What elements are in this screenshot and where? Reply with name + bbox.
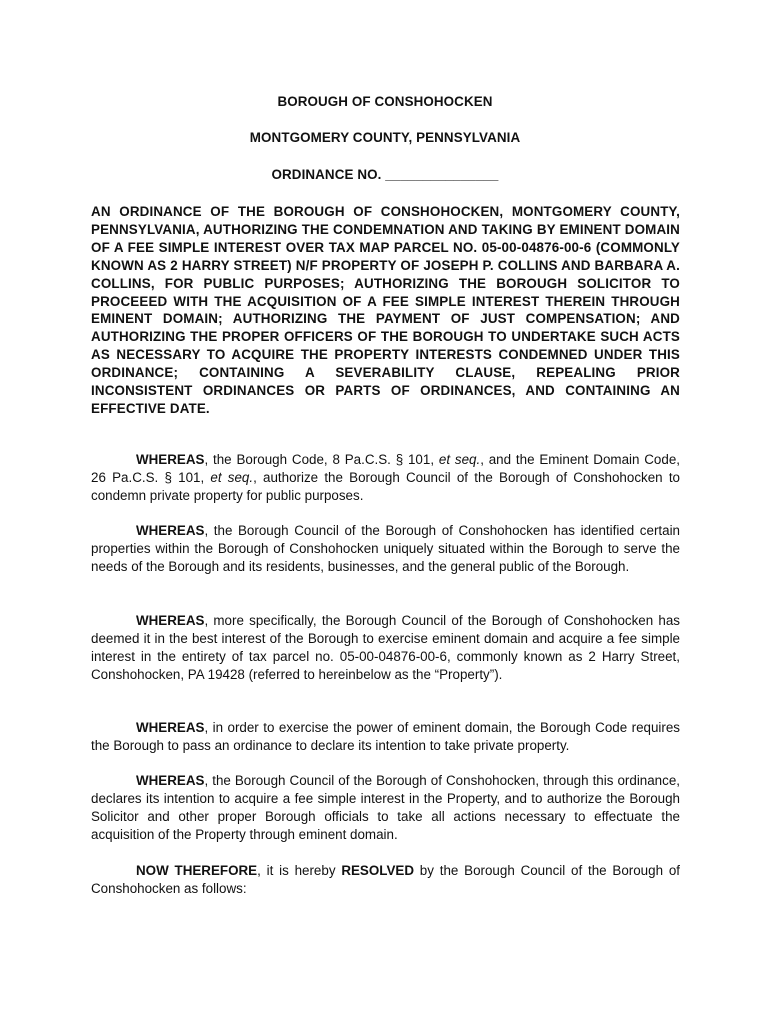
- whereas-paragraph-5: [91, 772, 680, 844]
- borough-heading: BOROUGH OF CONSHOHOCKEN: [277, 94, 493, 109]
- now-therefore-label: NOW THEREFORE: [136, 863, 258, 878]
- paragraph-text: , the Borough Council of the Borough of Conshohocken has identified certain properties within the Borough of Conshohocken uniquely situated within the Borough to serve the needs of the Borough and its residents, businesses, and the general public of the Borough.: [91, 523, 680, 574]
- whereas-label: WHEREAS: [136, 613, 205, 628]
- paragraph-text: , more specifically, the Borough Council of the Borough of Conshohocken has deemed it in the best interest of the Borough to exercise eminent domain and acquire a fee simple interest in the entirety of tax parcel no. 05-00-04876-00-6, commonly known as 2 Harry Street, Conshohocken, PA 19428 (referred to hereinbelow as the “Property”).: [91, 613, 680, 682]
- whereas-paragraph-4: [91, 719, 680, 755]
- paragraph-text: , and the Eminent Domain Code, 26 Pa.C.S. § 101,: [91, 452, 680, 485]
- whereas-label: WHEREAS: [136, 452, 205, 467]
- whereas-label: WHEREAS: [136, 523, 205, 538]
- ordinance-title: AN ORDINANCE OF THE BOROUGH OF CONSHOHOCKEN, MONTGOMERY COUNTY, PENNSYLVANIA, AUTHORIZING THE CONDEMNATION AND TAKING BY EMINENT DOMAIN OF A FEE SIMPLE INTEREST OVER TAX MAP PARCEL NO. 05-00-04876-00-6 (COMMONLY KNOWN AS 2 HARRY STREET) N/F PROPERTY OF JOSEPH P. COLLINS AND BARBARA A. COLLINS, FOR PUBLIC PURPOSES; AUTHORIZING THE BOROUGH SOLICITOR TO PROCEEED WITH THE ACQUISITION OF A FEE SIMPLE INTEREST THEREIN THROUGH EMINENT DOMAIN; AUTHORIZING THE PAYMENT OF JUST COMPENSATION; AND AUTHORIZING THE PROPER OFFICERS OF THE BOROUGH TO UNDERTAKE SUCH ACTS AS NECESSARY TO ACQUIRE THE PROPERTY INTERESTS CONDEMNED UNDER THIS ORDINANCE; CONTAINING A SEVERABILITY CLAUSE, REPEALING PRIOR INCONSISTENT ORDINANCES OR PARTS OF ORDINANCES, AND CONTAINING AN EFFECTIVE DATE.: [91, 204, 680, 416]
- whereas-paragraph-3: [91, 612, 680, 684]
- ordinance-number-heading: ORDINANCE NO. _______________: [271, 167, 499, 182]
- paragraph-text: , the Borough Council of the Borough of Conshohocken, through this ordinance, declares its intention to acquire a fee simple interest in the Property, and to authorize the Borough Solicitor and other proper Borough officials to take all actions necessary to effectuate the acquisition of the Property through eminent domain.: [91, 773, 680, 842]
- paragraph-text: , the Borough Code, 8 Pa.C.S. § 101,: [204, 452, 439, 467]
- paragraph-italic: et seq.: [210, 469, 254, 485]
- whereas-paragraph-1: [91, 451, 680, 505]
- resolved-label: RESOLVED: [341, 863, 414, 878]
- whereas-label: WHEREAS: [136, 720, 205, 735]
- paragraph-text: by the Borough Council of the Borough of Conshohocken as follows:: [91, 863, 680, 896]
- paragraph-text: , authorize the Borough Council of the Borough of Conshohocken to condemn private property for public purposes.: [91, 469, 680, 503]
- paragraph-italic: et seq.: [438, 452, 481, 467]
- county-heading: MONTGOMERY COUNTY, PENNSYLVANIA: [249, 130, 521, 145]
- paragraph-text: , in order to exercise the power of eminent domain, the Borough Code requires the Borough to pass an ordinance to declare its intention to take private property.: [91, 720, 680, 753]
- whereas-label: WHEREAS: [136, 773, 205, 788]
- resolution-paragraph: [91, 862, 680, 898]
- paragraph-text: , it is hereby: [257, 863, 342, 878]
- whereas-paragraph-2: [91, 522, 680, 576]
